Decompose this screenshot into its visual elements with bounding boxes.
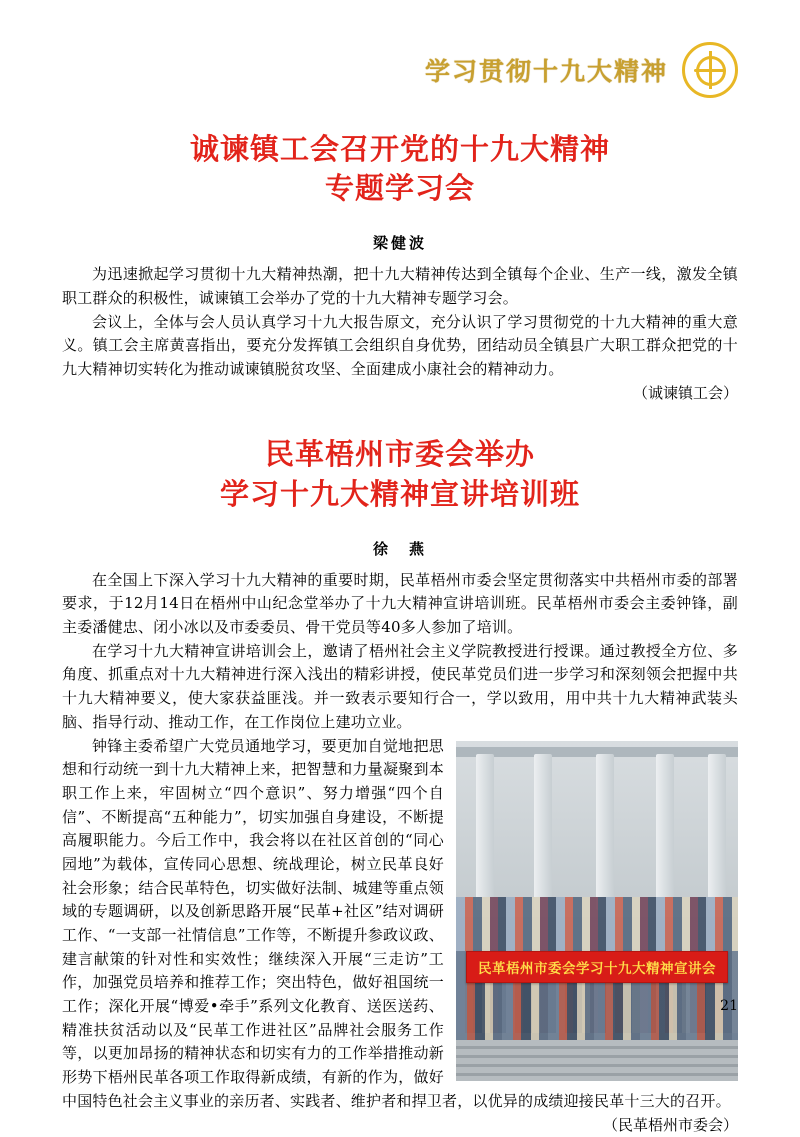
photo-banner-text: 民革梧州市委会学习十九大精神宣讲会 <box>478 957 716 977</box>
article-2-paragraph-2: 在学习十九大精神宣讲培训会上，邀请了梧州社会主义学院教授进行授课。通过教授全方位、多角度、抓重点对十九大精神进行深入浅出的精彩讲授，使民革党员们进一步学习和深刻领会把握中共十九大精神要义，使大家获益匪浅。并一致表示要知行合一，学以致用，用中共十九大精神武装头脑、指导行动、推动工作，在工作岗位上建功立业。 <box>62 640 738 735</box>
article-1-paragraph-2: 会议上，全体与会人员认真学习十九大报告原文，充分认识了学习贯彻党的十九大精神的重大意义。镇工会主席黄喜指出，要充分发挥镇工会组织自身优势，团结动员全镇县广大职工群众把党的十九大精神切实转化为推动诚谏镇脱贫攻坚、全面建成小康社会的精神动力。 <box>62 311 738 382</box>
page-header <box>62 0 738 96</box>
party-emblem-inner-ring <box>696 56 726 86</box>
article-1-title-line-1: 诚谏镇工会召开党的十九大精神 <box>62 130 738 169</box>
photo-column <box>534 754 552 910</box>
article-1-title-line-2: 专题学习会 <box>62 169 738 208</box>
party-emblem-icon <box>682 42 738 98</box>
article-2 <box>62 435 738 1137</box>
article-2-paragraph-1: 在全国上下深入学习十九大精神的重要时期，民革梧州市委会坚定贯彻落实中共梧州市委的部署要求，于12月14日在梧州中山纪念堂举办了十九大精神宣讲培训班。民革梧州市委会主委钟锋，副主委潘健忠、闭小冰以及市委委员、骨干党员等40多人参加了培训。 <box>62 569 738 640</box>
article-2-title <box>62 435 738 513</box>
article-1-title <box>62 130 738 208</box>
group-photo-training-class <box>456 741 738 1081</box>
article-2-author: 徐 燕 <box>62 538 738 559</box>
photo-column <box>596 754 614 910</box>
photo-column <box>656 754 674 910</box>
article-2-title-line-1: 民革梧州市委会举办 <box>62 435 738 474</box>
photo-column <box>708 754 726 910</box>
page-number: 21 <box>720 998 738 1014</box>
article-2-title-line-2: 学习十九大精神宣讲培训班 <box>62 475 738 514</box>
photo-red-banner <box>466 951 728 983</box>
article-1-signature: （诚谏镇工会） <box>62 382 738 406</box>
article-1-paragraph-1: 为迅速掀起学习贯彻十九大精神热潮，把十九大精神传达到全镇每个企业、生产一线，激发全镇职工群众的积极性，诚谏镇工会举办了党的十九大精神专题学习会。 <box>62 263 738 310</box>
article-2-paragraph-3: 钟锋主委希望广大党员通地学习，要更加自觉地把思想和行动统一到十九大精神上来，把智慧和力量凝聚到本职工作上来，牢固树立“四个意识”、努力增强“四个自信”、不断提高“五种能力”，切实加强自身建设，不断提高履职能力。今后工作中，我会将以在社区首创的“同心园地”为载体，宣传同心思想、统战理论，树立民革良好社会形象；结合民革特色，切实做好法制、城建等重点领域的专题调研，以及创新思路开展“民革+社区”结对调研工作、“一支部一社情信息”工作等，不断提升参政议政、建言献策的针对性和实效性；继续深入开展“三走访”工作，加强党员培养和推荐工作；突出特色，做好祖国统一工作；深化开展“博爱•牵手”系列文化教育、送医送药、精准扶贫活动以及“民革工作进社区”品牌社会服务工作等，以更加昂扬的精神状态和切实有力的工作举措推动新形势下梧州民革各项工作取得新成绩，有新的作为，做好中国特色社会主义事业的亲历者、实践者、维护者和捍卫者，以优异的成绩迎接民革十三大的召开。 <box>62 735 738 1114</box>
photo-steps <box>456 1040 738 1081</box>
article-1-author: 梁健波 <box>62 232 738 253</box>
header-banner-title: 学习贯彻十九大精神 <box>425 52 668 88</box>
photo-column <box>476 754 494 910</box>
article-2-signature: （民革梧州市委会） <box>62 1114 738 1137</box>
